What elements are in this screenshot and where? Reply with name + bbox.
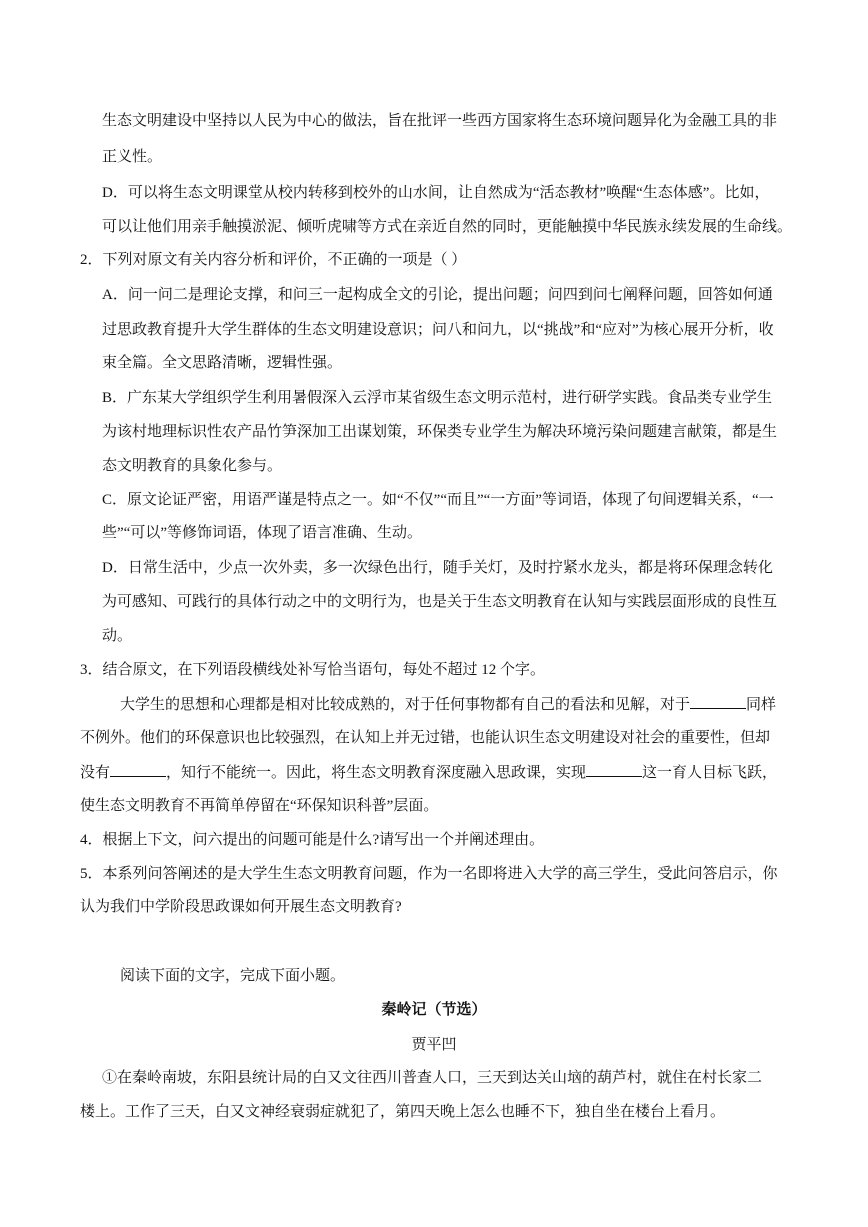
q2-option-c-line-1: C．原文论证严密，用语严谨是特点之一。如“不仅”“而且”“一方面”等词语，体现了句间逻辑关系，“一 (102, 492, 774, 508)
q2-option-b-line-1: B．广东某大学组织学生利用暑假深入云浮市某省级生态文明示范村，进行研学实践。食品类专业学生 (102, 390, 773, 406)
option-c-continued-line-2: 正义性。 (102, 149, 163, 165)
answer-blank-2[interactable] (110, 762, 166, 777)
passage-line-3-mid: ，知行不能统一。因此，将生态文明教育深度融入思政课，实现 (166, 765, 587, 781)
article-paragraph-1-line-1: ①在秦岭南坡，东阳县统计局的白又文往西川普查人口，三天到达关山垴的葫芦村，就住在村长家二 (102, 1068, 763, 1086)
passage-line-3-tail: 这一育人目标飞跃， (642, 765, 778, 781)
passage-line-3 (80, 762, 868, 783)
question-5-line-2: 认为我们中学阶段思政课如何开展生态文明教育? (80, 899, 402, 915)
passage-line-4: 使生态文明教育不再简单停留在“环保知识科普”层面。 (80, 798, 439, 814)
question-4: 4．根据上下文，问六提出的问题可能是什么?请写出一个并阐述理由。 (80, 832, 545, 848)
q1-option-d-line-1: D．可以将生态文明课堂从校内转移到校外的山水间，让自然成为“活态教材”唤醒“生态体感”。比如， (102, 185, 770, 201)
option-c-continued-line-1: 生态文明建设中坚持以人民为中心的做法，旨在批评一些西方国家将生态环境问题异化为金融工具的非 (102, 113, 778, 129)
q2-option-d-line-3: 动。 (102, 628, 133, 644)
passage-line-1-tail: 同样 (746, 697, 777, 713)
question-3: 3．结合原文，在下列语段横线处补写恰当语句，每处不超过 12 个字。 (80, 662, 546, 678)
answer-blank-1[interactable] (690, 694, 746, 709)
reading-instruction: 阅读下面的文字，完成下面小题。 (120, 968, 346, 984)
q2-option-b-line-2: 为该村地理标识性农产品竹笋深加工出谋划策，环保类专业学生为解决环境污染问题建言献策，都是生 (102, 424, 778, 440)
q1-option-d-line-2: 可以让他们用亲手触摸淤泥、倾听虎啸等方式在亲近自然的同时，更能触摸中华民族永续发展的生命线。 (102, 219, 793, 235)
q2-option-a-line-1: A．问一问二是理论支撑，和问三一起构成全文的引论，提出问题；问四到问七阐释问题，回答如何通 (102, 287, 773, 303)
q2-option-c-line-2: 些”“可以”等修饰词语，体现了语言准确、生动。 (102, 525, 422, 541)
q2-option-a-line-2: 过思政教育提升大学生群体的生态文明建设意识；问八和问九，以“挑战”和“应对”为核心展开分析，收 (102, 322, 774, 338)
passage-line-1-text: 大学生的思想和心理都是相对比较成熟的，对于任何事物都有自己的看法和见解，对于 (120, 697, 691, 713)
q2-option-d-line-2: 为可感知、可践行的具体行动之中的文明行为，也是关于生态文明教育在认知与实践层面形成的良性互 (102, 594, 778, 610)
q2-option-d-line-1: D．日常生活中，少点一次外卖，多一次绿色出行，随手关灯，及时拧紧水龙头，都是将环保理念转化 (102, 560, 773, 576)
article-author: 贾平凹 (411, 1035, 457, 1053)
q2-option-b-line-3: 态文明教育的具象化参与。 (102, 458, 283, 474)
passage-line-2: 不例外。他们的环保意识也比较强烈，在认知上并无过错，也能认识生态文明建设对社会的重要性，但却 (80, 730, 771, 746)
question-5-line-1: 5．本系列问答阐述的是大学生生态文明教育问题，作为一名即将进入大学的高三学生，受此问答启示，你 (80, 866, 778, 882)
passage-line-1 (120, 694, 868, 715)
answer-blank-3[interactable] (586, 762, 642, 777)
q2-option-a-line-3: 束全篇。全文思路清晰，逻辑性强。 (102, 355, 343, 371)
passage-line-3-head: 没有 (80, 765, 111, 781)
article-title: 秦岭记（节选） (381, 1002, 487, 1018)
question-2: 2．下列对原文有关内容分析和评价，不正确的一项是（ ） (80, 252, 467, 268)
article-paragraph-1-line-2: 楼上。工作了三天，白又文神经衰弱症就犯了，第四天晚上怎么也睡不下，独自坐在楼台上看月。 (80, 1102, 726, 1120)
